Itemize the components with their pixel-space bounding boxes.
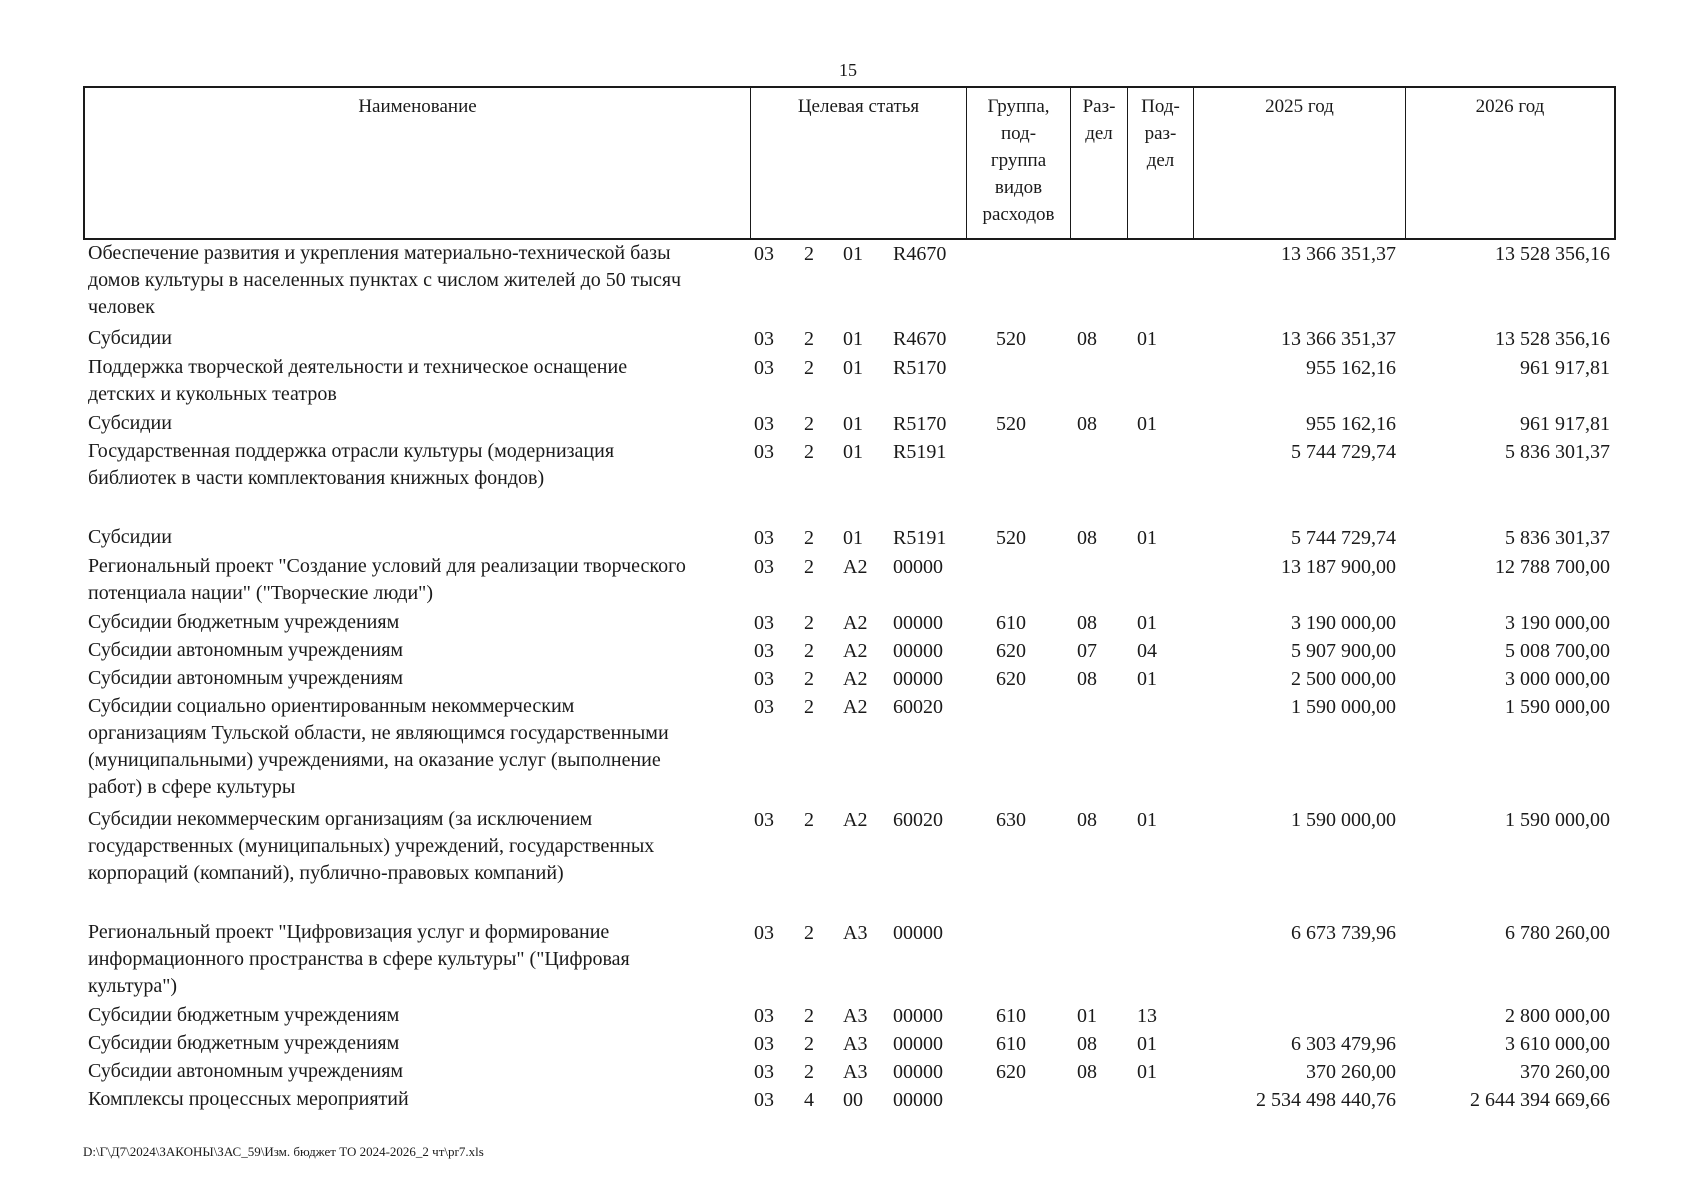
row-amount-2025: 13 187 900,00 [1281,556,1396,578]
row-t3: А2 [843,612,868,634]
row-t1: 03 [754,441,774,463]
row-t1: 03 [754,612,774,634]
row-name-line: организациям Тульской области, не являющимся государственными [88,722,669,744]
row-amount-2026: 2 644 394 669,66 [1470,1089,1610,1111]
row-name-line: Субсидии некоммерческим организациям (за исключением [88,808,593,830]
row-name [88,240,748,321]
row-t1: 03 [754,1033,774,1055]
row-amount-2026: 1 590 000,00 [1505,809,1610,831]
row-t3: А3 [843,922,868,944]
row-name [88,806,748,887]
row-name-line: государственных (муниципальных) учреждений, государственных [88,835,655,857]
row-amount-2026: 370 260,00 [1520,1061,1610,1083]
row-amount-2026: 3 000 000,00 [1505,668,1610,690]
row-name-line: потенциала нации" ("Творческие люди") [88,582,433,604]
row-t4: 00000 [893,1061,943,1083]
row-t4: 60020 [893,809,943,831]
row-t3: А3 [843,1061,868,1083]
row-t4: R5170 [893,357,947,379]
row-name-line: Региональный проект "Цифровизация услуг и формирование [88,921,610,943]
row-amount-2025: 1 590 000,00 [1291,696,1396,718]
row-name-line: работ) в сфере культуры [88,776,296,798]
row-name [88,1086,748,1113]
row-group: 520 [996,413,1026,435]
row-amount-2026: 3 610 000,00 [1505,1033,1610,1055]
row-subsection: 01 [1137,612,1157,634]
row-name [88,1058,748,1085]
header-target-article: Целевая статья [750,88,966,238]
row-amount-2026: 6 780 260,00 [1505,922,1610,944]
row-name-line: Региональный проект "Создание условий для реализации творческого [88,555,686,577]
row-t1: 03 [754,556,774,578]
row-name-line: библиотек в части комплектования книжных фондов) [88,467,545,489]
row-amount-2026: 1 590 000,00 [1505,696,1610,718]
row-name-line: Комплексы процессных мероприятий [88,1088,409,1110]
row-name [88,1002,748,1029]
row-amount-2026: 5 836 301,37 [1505,527,1610,549]
row-amount-2026: 12 788 700,00 [1495,556,1610,578]
row-t2: 2 [804,357,814,379]
row-amount-2025: 955 162,16 [1306,413,1396,435]
row-section: 08 [1077,809,1097,831]
row-t2: 2 [804,556,814,578]
row-subsection: 04 [1137,640,1157,662]
row-section: 08 [1077,1061,1097,1083]
row-name-line: Субсидии автономным учреждениям [88,1060,404,1082]
row-t2: 2 [804,527,814,549]
row-t4: 00000 [893,1033,943,1055]
row-amount-2026: 5 008 700,00 [1505,640,1610,662]
row-amount-2025: 370 260,00 [1306,1061,1396,1083]
row-t3: А2 [843,556,868,578]
row-t2: 2 [804,640,814,662]
header-name: Наименование [358,96,477,117]
row-name-line: (муниципальными) учреждениями, на оказание услуг (выполнение [88,749,661,771]
row-amount-2026: 961 917,81 [1520,413,1610,435]
row-name-line: Поддержка творческой деятельности и техническое оснащение [88,356,628,378]
row-t2: 2 [804,328,814,350]
row-t3: 01 [843,413,863,435]
row-name [88,1030,748,1057]
row-t4: R5170 [893,413,947,435]
row-group: 610 [996,1005,1026,1027]
row-t4: R5191 [893,527,947,549]
row-name [88,553,748,607]
row-amount-2026: 5 836 301,37 [1505,441,1610,463]
row-subsection: 13 [1137,1005,1157,1027]
row-name [88,919,748,1000]
row-amount-2026: 13 528 356,16 [1495,243,1610,265]
row-t3: А2 [843,696,868,718]
row-subsection: 01 [1137,413,1157,435]
row-name [88,354,748,408]
row-t1: 03 [754,1089,774,1111]
row-name [88,410,748,437]
row-amount-2025: 955 162,16 [1306,357,1396,379]
row-name [88,637,748,664]
row-group: 610 [996,1033,1026,1055]
row-t4: 00000 [893,556,943,578]
row-group: 620 [996,640,1026,662]
row-section: 08 [1077,1033,1097,1055]
row-amount-2025: 6 673 739,96 [1291,922,1396,944]
file-path-footer: D:\Г\Д7\2024\ЗАКОНЫ\ЗАС_59\Изм. бюджет ТО 2024-2026_2 чт\pr7.xls [83,1144,484,1159]
row-t2: 2 [804,441,814,463]
row-t1: 03 [754,696,774,718]
row-name-line: информационного пространства в сфере культуры" ("Цифровая [88,948,630,970]
row-t2: 2 [804,1005,814,1027]
row-amount-2025: 13 366 351,37 [1281,328,1396,350]
row-t4: 00000 [893,1005,943,1027]
row-amount-2025: 13 366 351,37 [1281,243,1396,265]
row-t1: 03 [754,668,774,690]
header-subsection: Под- раз- дел [1127,88,1193,238]
row-name [88,609,748,636]
row-t2: 4 [804,1089,814,1111]
row-t3: 01 [843,328,863,350]
header-section: Раз- дел [1070,88,1127,238]
row-t1: 03 [754,328,774,350]
row-t3: А2 [843,809,868,831]
row-name-line: Субсидии автономным учреждениям [88,639,404,661]
page-number: 15 [839,60,857,80]
row-name-line: Субсидии [88,327,172,349]
row-t1: 03 [754,1061,774,1083]
row-group: 630 [996,809,1026,831]
table-header [83,86,1616,240]
row-amount-2026: 13 528 356,16 [1495,328,1610,350]
header-year-2026: 2026 год [1405,88,1614,238]
row-t2: 2 [804,1033,814,1055]
row-amount-2025: 2 534 498 440,76 [1256,1089,1396,1111]
row-t4: R4670 [893,328,947,350]
row-name-line: Субсидии бюджетным учреждениям [88,1004,400,1026]
row-amount-2025: 5 744 729,74 [1291,441,1396,463]
row-t2: 2 [804,243,814,265]
row-name-line: Субсидии автономным учреждениям [88,667,404,689]
row-subsection: 01 [1137,527,1157,549]
row-section: 07 [1077,640,1097,662]
row-name-line: Субсидии социально ориентированным некоммерческим [88,695,575,717]
row-name-line: человек [88,296,155,318]
row-name-line: корпораций (компаний), публично-правовых компаний) [88,862,564,884]
row-name [88,524,748,551]
row-t2: 2 [804,696,814,718]
row-group: 520 [996,328,1026,350]
row-t4: 00000 [893,922,943,944]
row-t2: 2 [804,809,814,831]
row-name-line: Субсидии бюджетным учреждениям [88,1032,400,1054]
row-name-line: Обеспечение развития и укрепления материально-технической базы [88,242,671,264]
row-name [88,325,748,352]
row-name-line: детских и кукольных театров [88,383,337,405]
row-t1: 03 [754,527,774,549]
row-subsection: 01 [1137,809,1157,831]
row-amount-2026: 961 917,81 [1520,357,1610,379]
row-group: 620 [996,1061,1026,1083]
row-amount-2025: 3 190 000,00 [1291,612,1396,634]
row-t3: 01 [843,527,863,549]
row-t4: 00000 [893,640,943,662]
row-t3: А3 [843,1033,868,1055]
row-name [88,438,748,492]
row-amount-2026: 2 800 000,00 [1505,1005,1610,1027]
row-section: 08 [1077,527,1097,549]
row-t3: А2 [843,668,868,690]
row-t4: 60020 [893,696,943,718]
row-amount-2025: 5 907 900,00 [1291,640,1396,662]
row-amount-2026: 3 190 000,00 [1505,612,1610,634]
row-t4: 00000 [893,1089,943,1111]
row-group: 610 [996,612,1026,634]
row-t2: 2 [804,612,814,634]
row-name-line: Государственная поддержка отрасли культуры (модернизация [88,440,615,462]
row-t3: 01 [843,357,863,379]
row-group: 520 [996,527,1026,549]
row-name-line: Субсидии [88,412,172,434]
row-t3: 00 [843,1089,863,1111]
row-t3: 01 [843,243,863,265]
row-t3: А3 [843,1005,868,1027]
row-amount-2025: 2 500 000,00 [1291,668,1396,690]
row-t1: 03 [754,413,774,435]
row-section: 08 [1077,612,1097,634]
row-t1: 03 [754,922,774,944]
row-t3: 01 [843,441,863,463]
row-amount-2025: 5 744 729,74 [1291,527,1396,549]
row-subsection: 01 [1137,668,1157,690]
row-t2: 2 [804,1061,814,1083]
row-t2: 2 [804,922,814,944]
row-t1: 03 [754,809,774,831]
row-t3: А2 [843,640,868,662]
row-group: 620 [996,668,1026,690]
row-name-line: культура") [88,975,178,997]
row-t1: 03 [754,243,774,265]
row-subsection: 01 [1137,1033,1157,1055]
row-t2: 2 [804,668,814,690]
row-name [88,665,748,692]
row-t4: R4670 [893,243,947,265]
row-section: 01 [1077,1005,1097,1027]
row-subsection: 01 [1137,328,1157,350]
row-amount-2025: 6 303 479,96 [1291,1033,1396,1055]
row-name-line: Субсидии [88,526,172,548]
row-t1: 03 [754,1005,774,1027]
row-t1: 03 [754,357,774,379]
row-t4: 00000 [893,668,943,690]
row-section: 08 [1077,328,1097,350]
row-name-line: Субсидии бюджетным учреждениям [88,611,400,633]
row-name-line: домов культуры в населенных пунктах с числом жителей до 50 тысяч [88,269,682,291]
header-expense-group: Группа, под- группа видов расходов [966,88,1070,238]
row-t4: R5191 [893,441,947,463]
row-name [88,693,748,801]
row-subsection: 01 [1137,1061,1157,1083]
row-section: 08 [1077,668,1097,690]
row-t2: 2 [804,413,814,435]
row-section: 08 [1077,413,1097,435]
header-year-2025: 2025 год [1193,88,1405,238]
row-t4: 00000 [893,612,943,634]
row-amount-2025: 1 590 000,00 [1291,809,1396,831]
row-t1: 03 [754,640,774,662]
